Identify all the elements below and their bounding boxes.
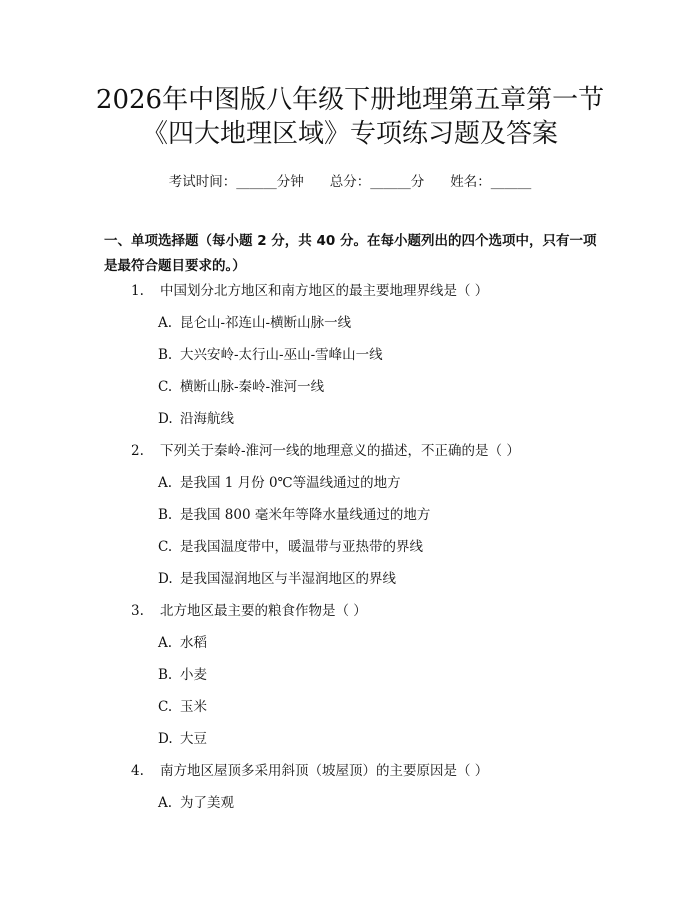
option-text: 横断山脉-秦岭-淮河一线 <box>180 379 325 395</box>
option-text: 为了美观 <box>180 795 234 811</box>
option-letter: A. <box>158 635 173 651</box>
student-name-field: 姓名：______ <box>450 174 532 190</box>
question-number: 1. <box>131 283 144 299</box>
question-1 <box>131 285 488 299</box>
option-3b <box>158 669 207 683</box>
question-text: 下列关于秦岭-淮河一线的地理意义的描述，不正确的是（ ） <box>160 443 520 459</box>
option-text: 小麦 <box>180 667 207 683</box>
option-4a <box>158 797 234 811</box>
question-3 <box>131 605 367 619</box>
option-text: 是我国 800 毫米年等降水量线通过的地方 <box>180 507 431 523</box>
option-letter: C. <box>158 539 173 555</box>
option-1b <box>158 349 383 363</box>
option-letter: A. <box>158 795 173 811</box>
option-letter: A. <box>158 315 173 331</box>
option-2b <box>158 509 430 523</box>
question-text: 中国划分北方地区和南方地区的最主要地理界线是（ ） <box>160 283 489 299</box>
option-text: 玉米 <box>180 699 207 715</box>
total-score-field: 总分：______分 <box>329 174 425 190</box>
option-1c <box>158 381 324 395</box>
option-text: 大兴安岭-太行山-巫山-雪峰山一线 <box>180 347 383 363</box>
option-text: 是我国湿润地区与半湿润地区的界线 <box>180 571 396 587</box>
option-letter: D. <box>158 731 173 747</box>
option-2a <box>158 477 401 491</box>
option-letter: D. <box>158 411 173 427</box>
option-text: 是我国 1 月份 0℃等温线通过的地方 <box>180 475 401 491</box>
option-text: 大豆 <box>180 731 207 747</box>
option-text: 昆仑山-祁连山-横断山脉一线 <box>180 315 352 331</box>
option-text: 水稻 <box>180 635 207 651</box>
question-number: 3. <box>131 603 144 619</box>
option-3a <box>158 637 207 651</box>
question-text: 北方地区最主要的粮食作物是（ ） <box>160 603 367 619</box>
question-number: 4. <box>131 763 144 779</box>
option-text: 沿海航线 <box>180 411 234 427</box>
document-title-line-1: 2026年中图版八年级下册地理第五章第一节 <box>95 85 605 115</box>
option-letter: C. <box>158 379 173 395</box>
option-3c <box>158 701 207 715</box>
section-heading: 一、单项选择题（每小题 2 分，共 40 分。在每小题列出的四个选项中，只有一项是最符合题目要求的。） <box>104 233 597 274</box>
document-title-line-2: 《四大地理区域》专项练习题及答案 <box>141 119 558 149</box>
exam-meta <box>0 170 700 190</box>
exam-time-field: 考试时间：______分钟 <box>168 174 304 190</box>
option-letter: B. <box>158 507 173 523</box>
question-4 <box>131 765 488 779</box>
option-3d <box>158 733 207 747</box>
option-letter: B. <box>158 667 173 683</box>
option-1d <box>158 413 234 427</box>
option-letter: C. <box>158 699 173 715</box>
option-letter: B. <box>158 347 173 363</box>
option-2d <box>158 573 396 587</box>
question-number: 2. <box>131 443 144 459</box>
question-2 <box>131 445 520 459</box>
option-letter: A. <box>158 475 173 491</box>
option-2c <box>158 541 423 555</box>
question-text: 南方地区屋顶多采用斜顶（坡屋顶）的主要原因是（ ） <box>160 763 489 779</box>
option-text: 是我国温度带中，暖温带与亚热带的界线 <box>180 539 423 555</box>
option-letter: D. <box>158 571 173 587</box>
option-1a <box>158 317 351 331</box>
